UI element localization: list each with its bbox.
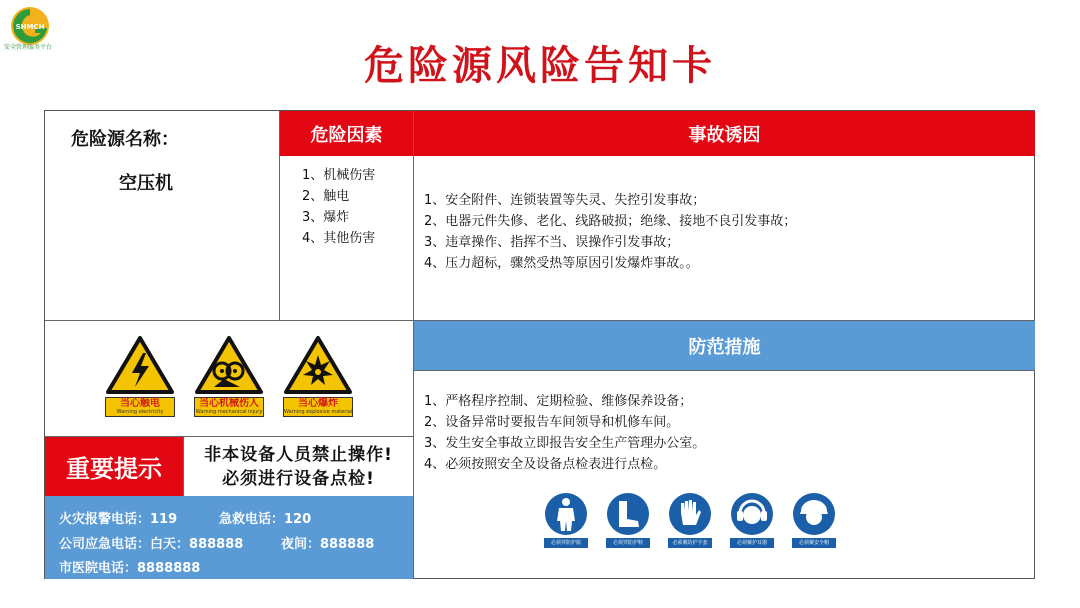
warning-sign-english: Warning mechanical injury (195, 409, 263, 415)
ppe-sign-label: 必须穿防护鞋 (606, 538, 650, 548)
ppe-sign-ear (728, 491, 776, 551)
warning-sign-english: Warning electricity (116, 409, 164, 415)
prevention-list (424, 391, 705, 475)
ppe-sign-helmet (790, 491, 838, 551)
safety-helmet-icon (790, 491, 838, 537)
first-aid-phone: 急救电话：120 (219, 512, 312, 527)
warning-sign-electricity (105, 335, 175, 421)
prevention-item: 3、发生安全事故立即报告安全生产管理办公室。 (424, 436, 706, 451)
risk-factor-item: 1、机械伤害 (302, 168, 376, 183)
prevention-item: 4、必须按照安全及设备点检表进行点检。 (424, 457, 667, 472)
prevention-item: 2、设备异常时要报告车间领导和机修车间。 (424, 415, 680, 430)
logo-caption: 安全管理服务平台 (4, 44, 53, 51)
risk-factors-list (302, 165, 413, 249)
accident-cause-item: 2、电器元件失修、老化、线路破损；绝缘、接地不良引发事故； (424, 214, 797, 229)
ppe-sign-label: 必须穿防护服 (544, 538, 588, 548)
risk-factor-item: 4、其他伤害 (302, 231, 376, 246)
hazard-name-value: 空压机 (119, 173, 173, 194)
accident-causes-list (424, 190, 1035, 274)
protective-gloves-icon (666, 491, 714, 537)
important-tip-line1: 非本设备人员禁止操作! (204, 444, 393, 465)
prevention-item: 1、严格程序控制、定期检验、维修保养设备； (424, 394, 693, 409)
prevention-header: 防范措施 (413, 320, 1035, 370)
warning-sign-english: Warning explosive material (284, 409, 352, 415)
mechanical-injury-warning-icon (194, 335, 264, 395)
warning-signs-cell (45, 320, 413, 436)
logo-badge-text: SHMCH (15, 23, 45, 31)
risk-factors-cell (279, 156, 413, 320)
ppe-sign-label: 必须戴防护手套 (668, 538, 712, 548)
risk-factors-header: 危险因素 (279, 111, 413, 156)
hazard-name-cell (45, 111, 279, 320)
warning-sign-label: 当心触电 (120, 398, 160, 409)
night-phone: 夜间：888888 (281, 537, 375, 552)
ppe-sign-label: 必须戴护耳器 (730, 538, 774, 548)
ppe-sign-clothing (542, 491, 590, 551)
protective-clothing-icon (542, 491, 590, 537)
hospital-phone: 市医院电话：8888888 (59, 561, 201, 576)
accident-cause-item: 4、压力超标，骤然受热等原因引发爆炸事故。。 (424, 256, 699, 271)
warning-sign-label: 当心机械伤人 (199, 398, 259, 409)
accident-causes-cell (413, 156, 1035, 320)
prevention-cell (413, 370, 1035, 579)
warning-sign-mechanical (194, 335, 264, 421)
risk-card (44, 110, 1035, 579)
page-title: 危险源风险告知卡 (364, 43, 716, 89)
accident-causes-header: 事故诱因 (413, 111, 1035, 156)
fire-alarm-phone: 火灾报警电话：119 (59, 512, 178, 527)
warning-sign-label: 当心爆炸 (298, 398, 338, 409)
accident-cause-item: 3、违章操作、指挥不当、误操作引发事故； (424, 235, 680, 250)
protective-boots-icon (604, 491, 652, 537)
hazard-name-label: 危险源名称： (71, 129, 179, 150)
important-tip-label: 重要提示 (45, 436, 183, 496)
important-tip-line2: 必须进行设备点检! (222, 468, 375, 489)
warning-sign-explosion (283, 335, 353, 421)
ppe-sign-label: 必须戴安全帽 (792, 538, 836, 548)
ear-protection-icon (728, 491, 776, 537)
accident-cause-item: 1、安全附件、连锁装置等失灵、失控引发事故； (424, 193, 706, 208)
electric-shock-warning-icon (105, 335, 175, 395)
risk-factor-item: 2、触电 (302, 189, 350, 204)
company-emergency-phone: 公司应急电话：白天：888888 (59, 537, 244, 552)
ppe-sign-gloves (666, 491, 714, 551)
risk-factor-item: 3、爆炸 (302, 210, 350, 225)
emergency-phones (45, 496, 413, 579)
important-tip-text (183, 436, 413, 496)
ppe-sign-boots (604, 491, 652, 551)
explosion-warning-icon (283, 335, 353, 395)
